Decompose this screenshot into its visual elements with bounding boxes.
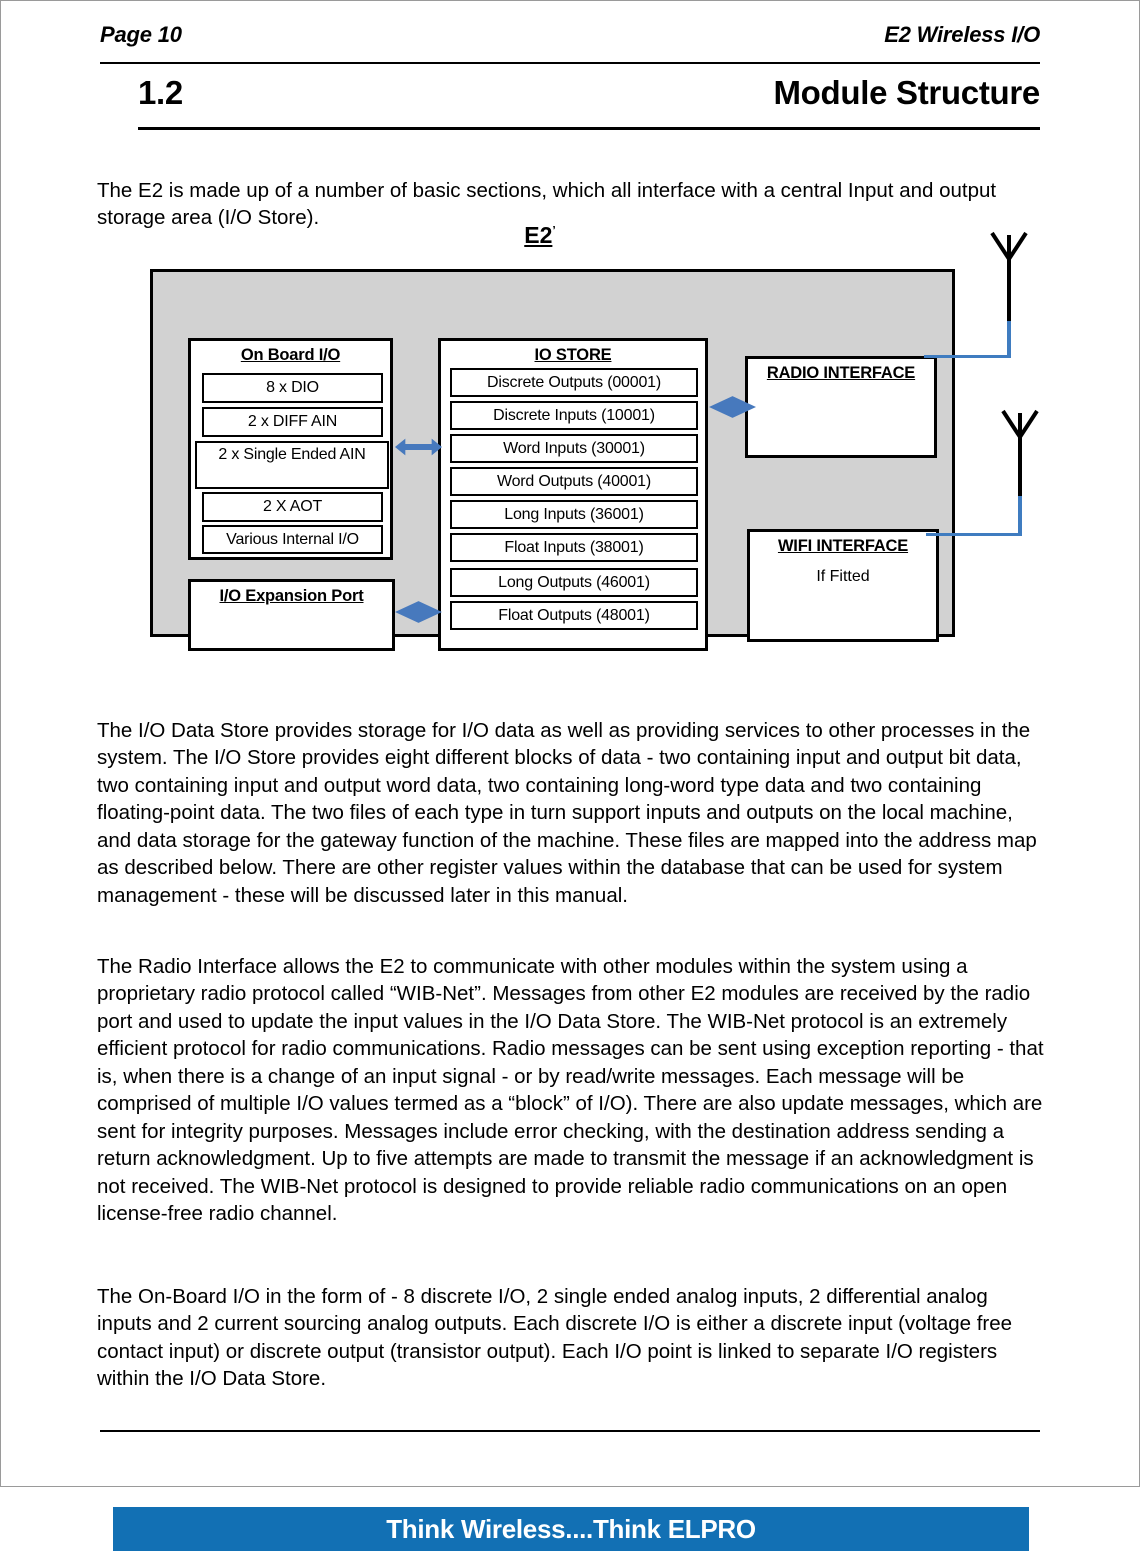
footer-banner-text: Think Wireless....Think ELPRO	[386, 1513, 756, 1544]
block-on-board-io-title: On Board I/O	[240, 346, 341, 364]
footer-banner	[113, 1507, 1029, 1551]
wifi-antenna-mast-icon	[1018, 433, 1022, 496]
diagram-chassis	[150, 269, 955, 637]
heading-divider	[138, 127, 1040, 130]
document-title-label: E2 Wireless I/O	[884, 22, 1040, 47]
io-store-item-long-inputs: Long Inputs (36001)	[450, 500, 698, 529]
page-number-label: Page 10	[100, 22, 182, 47]
footer-divider	[100, 1430, 1040, 1432]
block-radio-interface	[745, 356, 937, 458]
wifi-antenna-wire-vertical	[1018, 494, 1022, 536]
io-store-item-long-outputs: Long Outputs (46001)	[450, 568, 698, 597]
block-on-board-io	[188, 338, 393, 560]
module-structure-diagram	[140, 222, 1040, 652]
wifi-antenna-wire-horizontal	[926, 533, 1021, 536]
on-board-io-item-diff-ain: 2 x DIFF AIN	[202, 407, 383, 437]
paragraph-intro: The E2 is made up of a number of basic sections, which all interface with a central Input and output storage area (I/O Store).	[97, 178, 997, 229]
running-header	[100, 22, 1040, 48]
io-store-item-float-outputs: Float Outputs (48001)	[450, 601, 698, 630]
on-board-io-item-single-ended-ain: 2 x Single Ended AIN	[195, 441, 389, 489]
radio-antenna-wire-horizontal	[924, 355, 1010, 358]
diagram-title	[485, 222, 595, 249]
section-title: Module Structure	[773, 74, 1040, 111]
diagram-title-mark: ’	[552, 223, 556, 238]
on-board-io-item-aot: 2 X AOT	[202, 492, 383, 522]
paragraph-io-data-store: The I/O Data Store provides storage for I/O data as well as providing services to other processes in the system. The I/O Store provides eight different blocks of data - two containing input and output bit data, two containing input and output word data, two containing long-word type data and two containing floating-point data. The two files of each type in turn support inputs and outputs on the local machine, and data storage for the gateway function of the machine. These files are mapped into the address map as described below. There are other register values within the database that can be used for system management - these will be discussed later in this manual.	[97, 718, 1037, 907]
on-board-io-item-dio: 8 x DIO	[202, 373, 383, 403]
radio-antenna-wire-vertical	[1007, 319, 1011, 358]
connector-on-board-io-to-io-store-icon	[395, 432, 442, 462]
block-io-expansion-port-title: I/O Expansion Port	[219, 587, 364, 605]
block-wifi-interface-title: WIFI INTERFACE	[777, 537, 909, 555]
section-heading	[138, 74, 1040, 112]
header-divider	[100, 62, 1040, 64]
io-store-item-word-inputs: Word Inputs (30001)	[450, 434, 698, 463]
on-board-io-item-internal-io: Various Internal I/O	[202, 525, 383, 554]
block-io-store	[438, 338, 708, 651]
io-store-item-float-inputs: Float Inputs (38001)	[450, 533, 698, 562]
connector-expansion-port-to-io-store-icon	[395, 599, 442, 625]
block-wifi-interface-subtitle: If Fitted	[816, 568, 870, 585]
io-store-item-discrete-inputs: Discrete Inputs (10001)	[450, 401, 698, 430]
block-radio-interface-title: RADIO INTERFACE	[766, 364, 916, 382]
paragraph-on-board-io: The On-Board I/O in the form of - 8 discrete I/O, 2 single ended analog inputs, 2 differential analog inputs and 2 current sourcing analog outputs. Each discrete I/O is either a discrete input (voltage free contact input) or discrete output (transistor output). Each I/O point is linked to separate I/O registers within the I/O Data Store.	[97, 1284, 1013, 1390]
io-store-item-discrete-outputs: Discrete Outputs (00001)	[450, 368, 698, 397]
paragraph-radio-interface: The Radio Interface allows the E2 to communicate with other modules within the system using a proprietary radio protocol called “WIB-Net”. Messages from other E2 modules are received by the radio port and used to update the input values in the I/O Data Store. The WIB-Net protocol is an extremely efficient protocol for radio communications. Radio messages can be sent using exception reporting - that is, when there is a change of an input signal - or by read/write messages. Each message will be comprised of multiple I/O values termed as a “block” of I/O). There are also update messages, which are sent for integrity purposes. Messages include error checking, with the destination address sending a return acknowledgment. Up to five attempts are made to transmit the message if an acknowledgment is not received. The WIB-Net protocol is designed to provide reliable radio communications on an open license-free radio channel.	[97, 954, 1044, 1225]
radio-antenna-mast-icon	[1007, 255, 1011, 321]
io-store-item-word-outputs: Word Outputs (40001)	[450, 467, 698, 496]
radio-antenna-fork-icon	[990, 231, 1028, 263]
section-number: 1.2	[138, 74, 183, 111]
block-io-expansion-port	[188, 579, 395, 651]
block-io-store-title: IO STORE	[534, 346, 612, 364]
diagram-title-text: E2	[524, 222, 553, 248]
block-wifi-interface	[747, 529, 939, 642]
wifi-antenna-fork-icon	[1001, 409, 1039, 441]
